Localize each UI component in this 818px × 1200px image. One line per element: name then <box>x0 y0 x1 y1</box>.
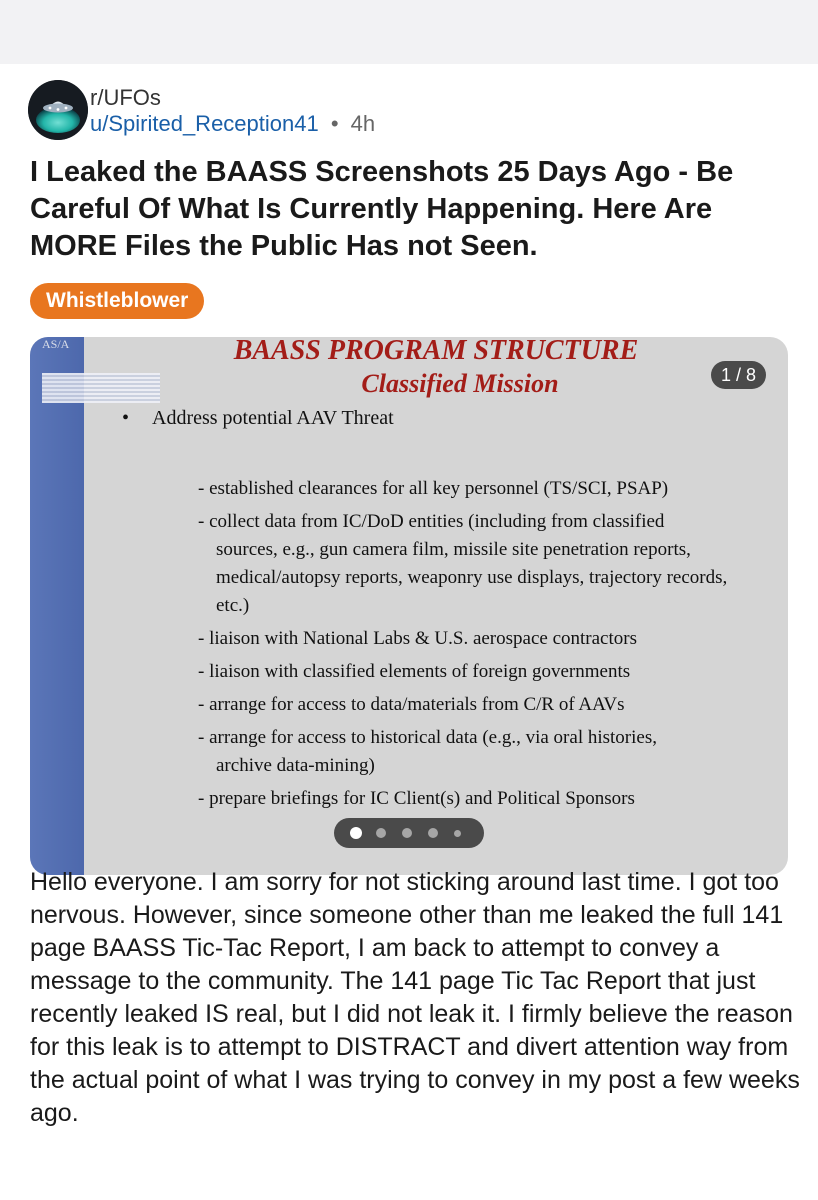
separator-dot: • <box>330 111 339 136</box>
author-line <box>90 111 375 137</box>
post-body: Hello everyone. I am sorry for not sticking around last time. I got too nervous. However, since someone other than me leaked the full 141 page BAASS Tic-Tac Report, I am back to attempt to convey a message to the community. The 141 page Tic Tac Report that just recently leaked IS real, but I did not leak it. I firmly believe the reason for this leak is to attempt to DISTRACT and divert attention way from the actual point of what I was trying to convey in my post a few weeks ago. <box>30 868 800 1127</box>
slide-item <box>198 691 758 719</box>
pager-dot[interactable] <box>350 827 362 839</box>
gallery-counter: 1 / 8 <box>711 361 766 389</box>
top-bar <box>0 0 818 64</box>
bullet-mark: • <box>122 407 130 429</box>
pager-dot[interactable] <box>428 828 438 838</box>
post-flair[interactable]: Whistleblower <box>30 283 204 319</box>
slide-side-bar <box>30 337 84 875</box>
slide-item-text: - liaison with classified elements of foreign governments <box>198 661 631 682</box>
ufo-icon <box>28 80 88 140</box>
gallery-pager[interactable] <box>334 818 484 848</box>
slide-item-text: - prepare briefings for IC Client(s) and Political Sponsors <box>198 788 635 809</box>
slide-item <box>198 724 758 780</box>
slide-item-text: - arrange for access to historical data (e.g., via oral histories, <box>198 727 657 748</box>
slide-title-line2: Classified Mission <box>361 369 559 398</box>
pager-dot[interactable] <box>402 828 412 838</box>
slide-item <box>198 658 758 686</box>
slide-item <box>198 785 758 813</box>
subreddit-avatar[interactable] <box>28 80 88 140</box>
slide-item-text: - established clearances for all key personnel (TS/SCI, PSAP) <box>198 478 669 499</box>
slide-item <box>198 508 758 620</box>
slide-item-continuation: sources, e.g., gun camera film, missile site penetration reports, medical/autopsy reports, weaponry use displays, trajectory records, etc.) <box>216 539 728 616</box>
bullet-text: Address potential AAV Threat <box>152 407 394 429</box>
pager-dot[interactable] <box>454 830 461 837</box>
slide-items <box>198 475 758 818</box>
slide-title-line1: BAASS PROGRAM STRUCTURE <box>233 337 639 366</box>
slide-item-text: - collect data from IC/DoD entities (including from classified <box>198 511 665 532</box>
image-gallery[interactable] <box>30 337 788 875</box>
slide-side-label: AS/A <box>42 337 70 351</box>
subreddit-name[interactable]: r/UFOs <box>90 85 161 110</box>
slide-item-continuation: archive data-mining) <box>216 755 375 776</box>
author-name[interactable]: u/Spirited_Reception41 <box>90 111 319 136</box>
pager-dot[interactable] <box>376 828 386 838</box>
slide-item-text: - liaison with National Labs & U.S. aerospace contractors <box>198 628 637 649</box>
slide-item-text: - arrange for access to data/materials from C/R of AAVs <box>198 694 625 715</box>
slide-item <box>198 625 758 653</box>
post-time: 4h <box>350 111 376 136</box>
post-title[interactable]: I Leaked the BAASS Screenshots 25 Days Ago - Be Careful Of What Is Currently Happening. Here Are MORE Files the Public Has not Seen. <box>30 156 734 262</box>
slide-item <box>198 475 758 503</box>
